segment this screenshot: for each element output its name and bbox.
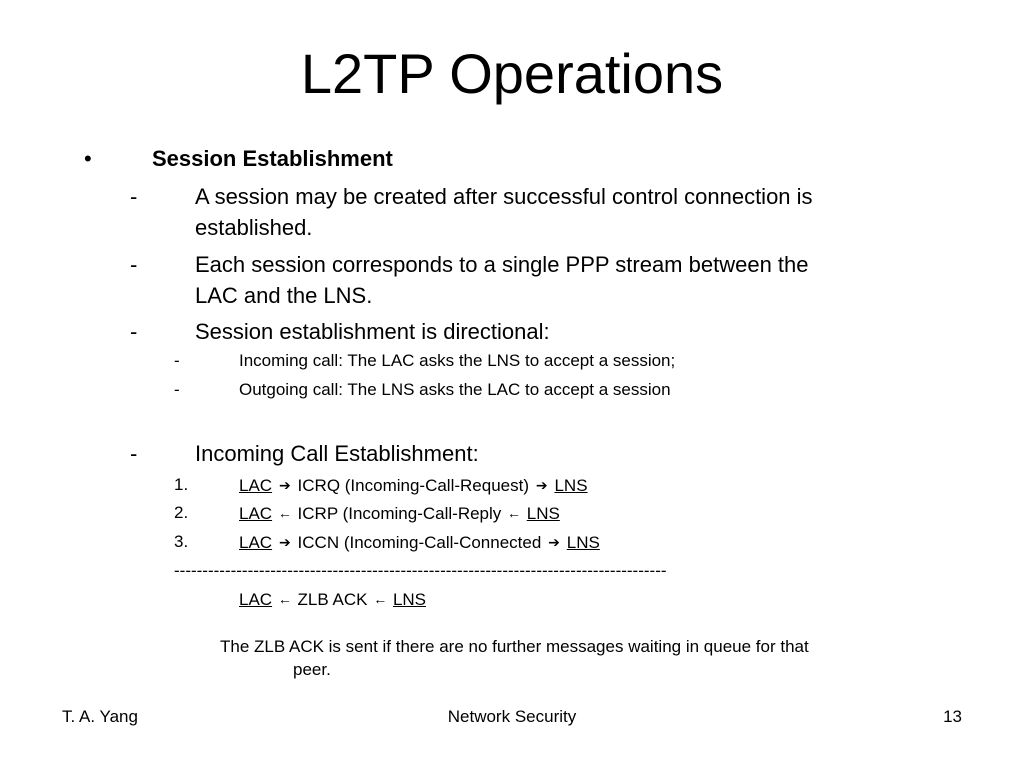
item-1-line-1: A session may be created after successful control connection is	[195, 184, 813, 209]
sub-item-incoming: Incoming call: The LAC asks the LNS to accept a session;	[239, 351, 676, 370]
step-number: 2.	[174, 503, 189, 522]
separator-line: ---------------------------------------------------------------------------------------	[174, 561, 667, 580]
footer-page-number: 13	[943, 707, 962, 726]
arrow-left-icon: ←	[277, 591, 292, 607]
zlb-note-line-2: peer.	[293, 660, 331, 679]
message-step	[239, 502, 560, 525]
lac-label: LAC	[239, 533, 273, 552]
dash-marker: -	[130, 441, 138, 466]
dash-marker: -	[130, 319, 138, 344]
dash-marker: -	[130, 252, 138, 277]
incoming-heading: Incoming Call Establishment:	[195, 441, 479, 466]
dash-marker: -	[174, 380, 180, 399]
message-step	[239, 531, 600, 554]
item-3-line-1: Session establishment is directional:	[195, 319, 550, 344]
lac-label: LAC	[239, 504, 273, 523]
item-2-line-1: Each session corresponds to a single PPP stream between the	[195, 252, 809, 277]
footer-author: T. A. Yang	[62, 707, 138, 726]
section-heading: Session Establishment	[152, 146, 393, 171]
lac-label: LAC	[239, 476, 273, 495]
message-name: ICRP (Incoming-Call-Reply	[297, 504, 502, 523]
item-1-line-2: established.	[195, 215, 313, 240]
lns-label: LNS	[566, 533, 600, 552]
step-number: 3.	[174, 532, 189, 551]
dash-marker: -	[130, 184, 138, 209]
message-name: ICCN (Incoming-Call-Connected	[297, 533, 542, 552]
arrow-left-icon: ←	[507, 505, 522, 521]
message-name: ZLB ACK	[297, 590, 368, 609]
arrow-left-icon: ←	[277, 505, 292, 521]
dash-marker: -	[174, 351, 180, 370]
arrow-right-icon: ➔	[278, 534, 291, 550]
message-name: ICRQ (Incoming-Call-Request)	[297, 476, 529, 495]
step-number: 1.	[174, 475, 189, 494]
sub-item-outgoing: Outgoing call: The LNS asks the LAC to accept a session	[239, 380, 671, 399]
message-step	[239, 474, 588, 497]
item-2-line-2: LAC and the LNS.	[195, 283, 373, 308]
lns-label: LNS	[526, 504, 560, 523]
lns-label: LNS	[392, 590, 427, 609]
arrow-right-icon: ➔	[548, 534, 560, 550]
arrow-left-icon: ←	[373, 591, 388, 607]
zlb-ack-step	[239, 588, 426, 611]
lac-label: LAC	[239, 590, 273, 609]
arrow-right-icon: ➔	[535, 477, 548, 493]
bullet-marker: •	[84, 146, 92, 171]
slide-title: L2TP Operations	[300, 42, 724, 105]
arrow-right-icon: ➔	[278, 477, 291, 493]
lns-label: LNS	[554, 476, 588, 495]
zlb-note-line-1: The ZLB ACK is sent if there are no further messages waiting in queue for that	[220, 637, 809, 656]
footer-course: Network Security	[447, 707, 577, 726]
